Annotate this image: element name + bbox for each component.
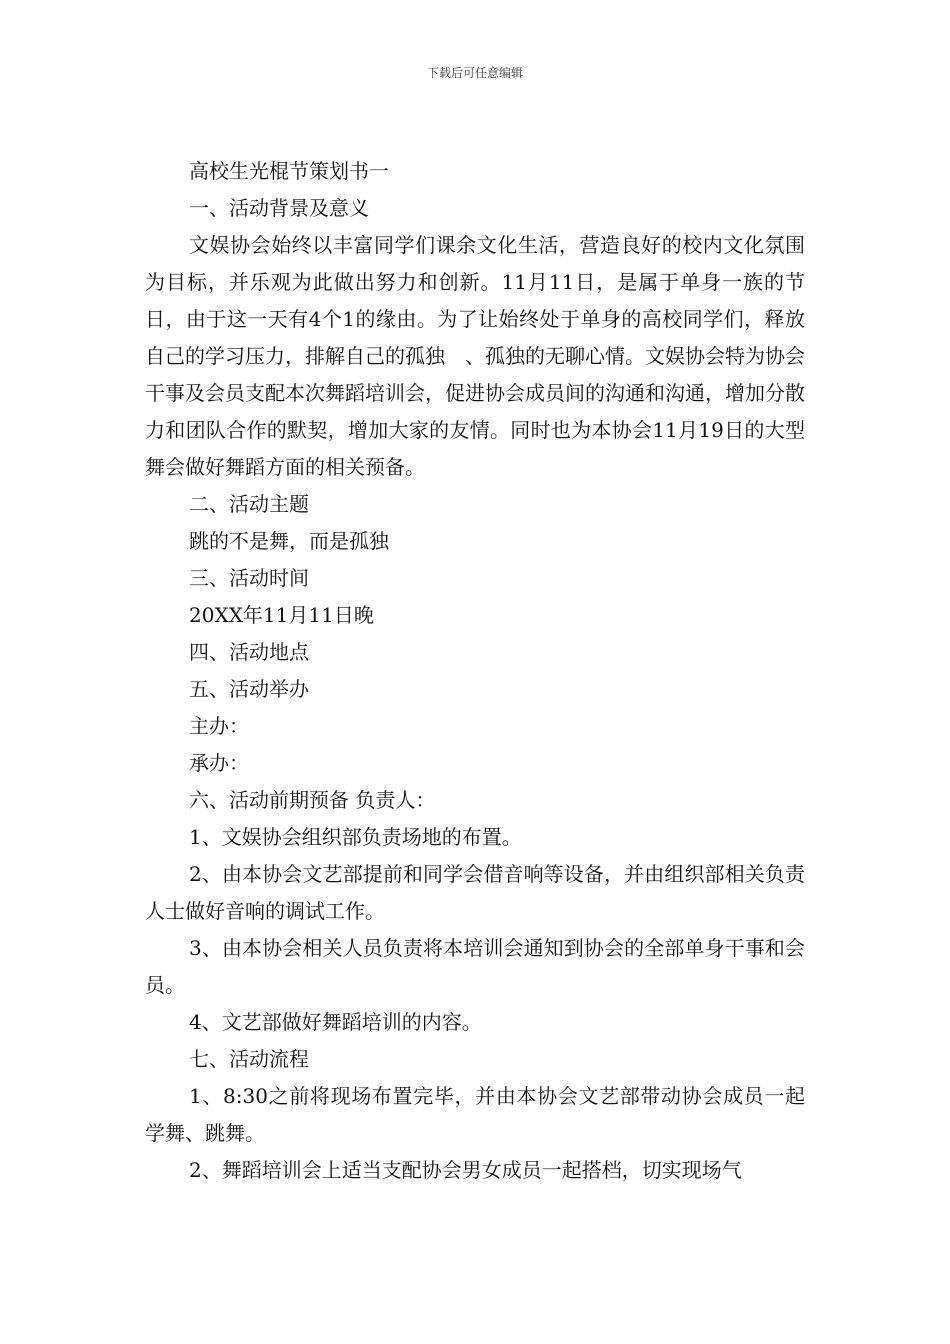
list-item-prep-2: 2、由本协会文艺部提前和同学会借音响等设备，并由组织部相关负责人士做好音响的调试工作。 xyxy=(145,862,805,923)
paragraph-time: 20XX年11月11日晚 xyxy=(189,603,374,627)
list-item-process-2: 2、舞蹈培训会上适当支配协会男女成员一起搭档，切实现场气 xyxy=(189,1158,742,1182)
list-item-prep-4: 4、文艺部做好舞蹈培训的内容。 xyxy=(189,1010,482,1034)
document-title: 高校生光棍节策划书一 xyxy=(189,159,389,183)
section-heading-background: 一、活动背景及意义 xyxy=(189,196,369,220)
paragraph-co-host: 承办： xyxy=(189,751,249,775)
section-heading-process: 七、活动流程 xyxy=(189,1047,309,1071)
paragraph-background: 文娱协会始终以丰富同学们课余文化生活，营造良好的校内文化氛围为目标，并乐观为此做出努力和创新。11月11日，是属于单身一族的节日，由于这一天有4个1的缘由。为了让始终处于单身的高校同学们，释放自己的学习压力，排解自己的孤独 、孤独的无聊心情。文娱协会特为协会干事及会员支配本次舞蹈培训会，促进协会成员间的沟通和沟通，增加分散力和团队合作的默契，增加大家的友情。同时也为本协会11月19日的大型舞会做好舞蹈方面的相关预备。 xyxy=(145,233,805,479)
list-item-prep-3: 3、由本协会相关人员负责将本培训会通知到协会的全部单身干事和会员。 xyxy=(145,936,805,997)
section-heading-theme: 二、活动主题 xyxy=(189,492,309,516)
paragraph-theme: 跳的不是舞，而是孤独 xyxy=(189,529,389,553)
page-header-note: 下载后可任意编辑 xyxy=(426,66,523,80)
section-heading-preparation: 六、活动前期预备 负责人： xyxy=(189,788,436,812)
list-item-prep-1: 1、文娱协会组织部负责场地的布置。 xyxy=(189,825,522,849)
paragraph-host: 主办： xyxy=(189,714,249,738)
section-heading-location: 四、活动地点 xyxy=(189,640,309,664)
section-heading-time: 三、活动时间 xyxy=(189,566,309,590)
section-heading-organizers: 五、活动举办 xyxy=(189,677,309,701)
document-body xyxy=(145,153,805,1189)
list-item-process-1: 1、8:30之前将现场布置完毕，并由本协会文艺部带动协会成员一起学舞、跳舞。 xyxy=(145,1084,805,1145)
